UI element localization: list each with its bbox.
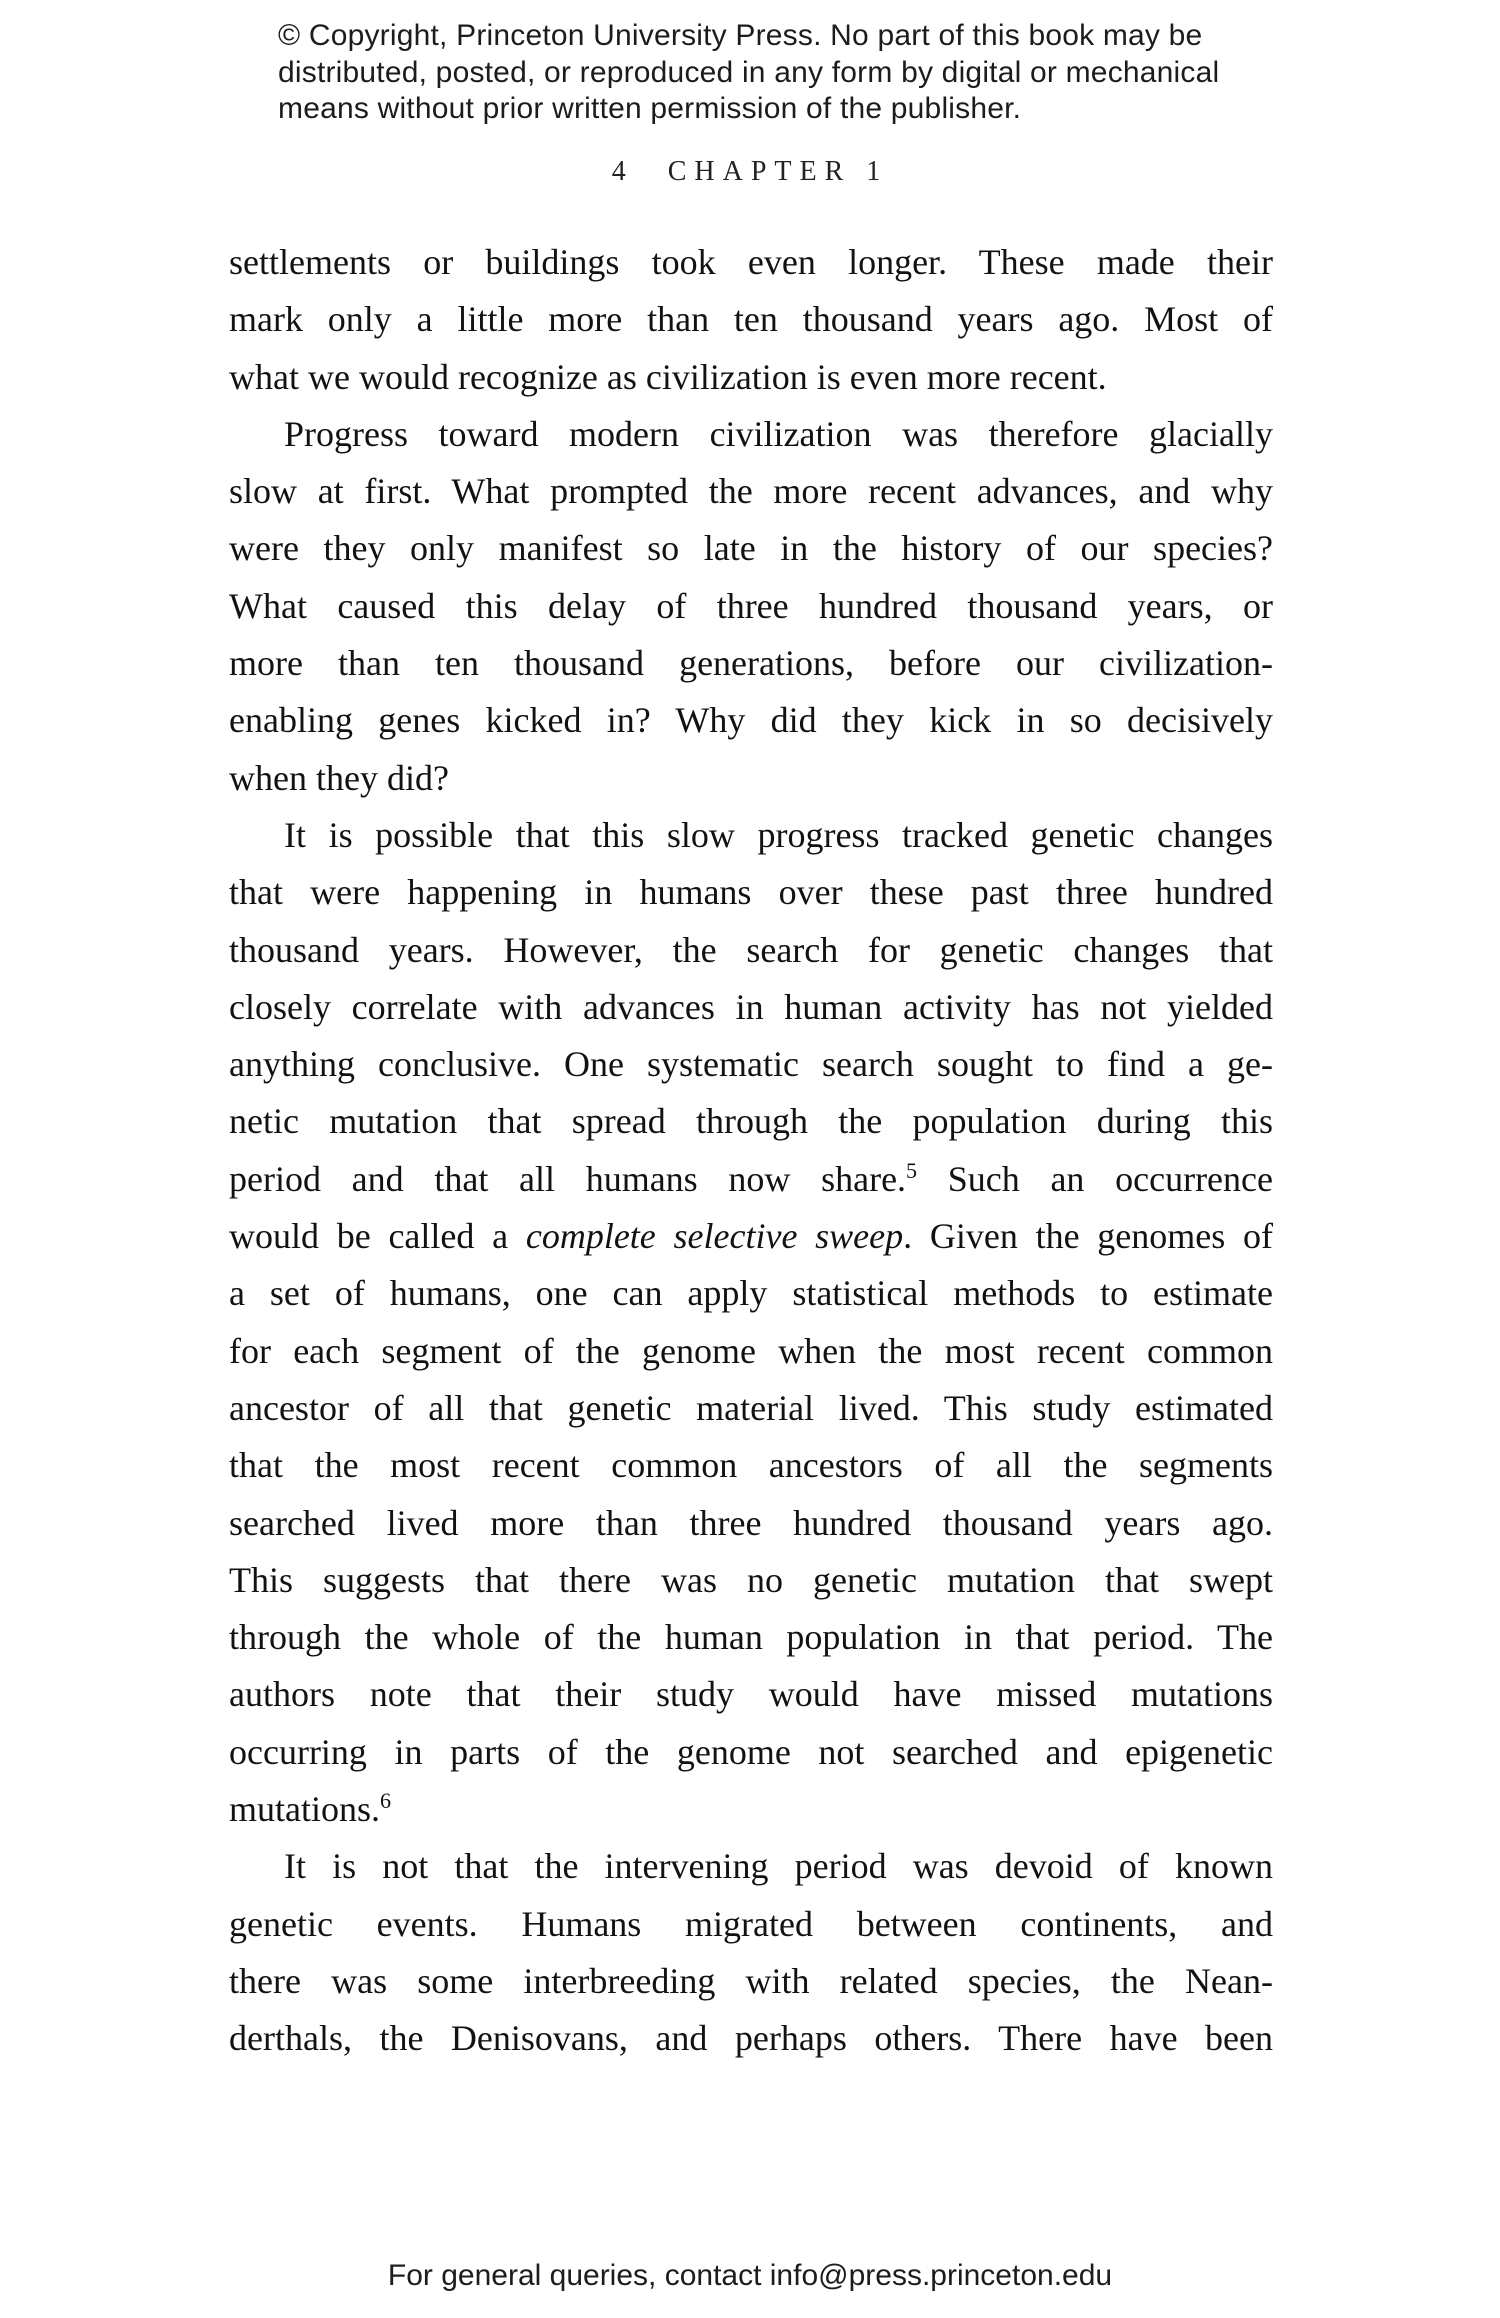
- body-line: [229, 1437, 1273, 1494]
- text-run: authors note that their study would have missed mutations: [229, 1674, 1273, 1715]
- text-run: thousand years. However, the search for genetic changes that: [229, 929, 1273, 970]
- italic-phrase: complete selective sweep: [525, 1216, 904, 1257]
- text-run: It is possible that this slow progress tracked genetic changes: [284, 814, 1273, 855]
- text-run: there was some interbreeding with related species, the Nean-: [229, 1960, 1273, 2001]
- footnote-marker: 5: [906, 1157, 918, 1183]
- body-line: [229, 1781, 1273, 1838]
- text-run: What caused this delay of three hundred thousand years, or: [229, 585, 1273, 626]
- text-run: through the whole of the human population in that period. The: [229, 1617, 1273, 1658]
- body-line: [229, 1552, 1273, 1609]
- body-line: [229, 1953, 1273, 2010]
- body-line: [229, 1609, 1273, 1666]
- body-line: [229, 520, 1273, 577]
- text-run: mark only a little more than ten thousand years ago. Most of: [229, 299, 1273, 340]
- text-run: occurring in parts of the genome not searched and epigenetic: [229, 1731, 1273, 1772]
- text-run: that the most recent common ancestors of all the segments: [229, 1445, 1273, 1486]
- body-line: [229, 1323, 1273, 1380]
- running-head: [0, 156, 1500, 188]
- text-run: a set of humans, one can apply statistical methods to estimate: [229, 1273, 1273, 1314]
- copyright-line: means without prior written permission of the publisher.: [278, 92, 1022, 125]
- body-line: [229, 2010, 1273, 2067]
- copyright-notice: [278, 18, 1219, 128]
- body-line: [229, 463, 1273, 520]
- copyright-line: distributed, posted, or reproduced in any form by digital or mechanical: [278, 55, 1220, 89]
- text-run: were they only manifest so late in the history of our species?: [229, 528, 1273, 569]
- body-line: [229, 234, 1273, 291]
- footnote-marker: 6: [380, 1788, 391, 1814]
- body-line: [229, 807, 1273, 864]
- text-run: settlements or buildings took even longer. These made their: [229, 242, 1273, 282]
- copyright-line: © Copyright, Princeton University Press. No part of this book may be: [278, 19, 1203, 52]
- body-line: [229, 1666, 1273, 1723]
- body-line: [229, 1724, 1273, 1781]
- body-line: [229, 1208, 1273, 1265]
- body-text: [229, 234, 1273, 2068]
- body-line: [229, 922, 1273, 979]
- text-run: would be called a: [229, 1216, 526, 1257]
- body-line: [229, 1896, 1273, 1953]
- body-line: [229, 1495, 1273, 1552]
- text-run: It is not that the intervening period was devoid of known: [284, 1846, 1273, 1887]
- text-run: . Given the genomes of: [903, 1216, 1273, 1257]
- body-line: [229, 864, 1273, 921]
- body-line: [229, 578, 1273, 635]
- footer-contact: For general queries, contact info@press.princeton.edu: [387, 2259, 1113, 2292]
- text-run: for each segment of the genome when the most recent common: [229, 1330, 1273, 1371]
- body-line: [229, 1838, 1273, 1895]
- text-run: derthals, the Denisovans, and perhaps others. There have been: [229, 2018, 1273, 2059]
- text-run: anything conclusive. One systematic search sought to find a ge-: [229, 1044, 1273, 1085]
- page-number: 4: [611, 156, 628, 187]
- body-line: [229, 1036, 1273, 1093]
- body-line: [229, 635, 1273, 692]
- text-run: This suggests that there was no genetic mutation that swept: [229, 1559, 1273, 1600]
- text-run: that were happening in humans over these past three hundred: [229, 872, 1273, 913]
- text-run: genetic events. Humans migrated between continents, and: [229, 1903, 1273, 1944]
- text-run: slow at first. What prompted the more recent advances, and why: [229, 471, 1273, 512]
- text-run: Such an occurrence: [917, 1158, 1273, 1199]
- text-run: period and that all humans now share.: [229, 1158, 907, 1199]
- text-run: Progress toward modern civilization was therefore glacially: [284, 413, 1273, 454]
- text-run: netic mutation that spread through the population during this: [229, 1101, 1273, 1142]
- text-run: closely correlate with advances in human activity has not yielded: [229, 986, 1273, 1027]
- body-line: [229, 1151, 1273, 1208]
- body-line: [229, 291, 1273, 348]
- body-line: [229, 1093, 1273, 1150]
- text-run: when they did?: [229, 757, 449, 798]
- body-line: [229, 692, 1273, 749]
- text-run: mutations.: [229, 1789, 380, 1830]
- text-run: more than ten thousand generations, before our civilization-: [229, 643, 1273, 684]
- body-line: [229, 1265, 1273, 1322]
- text-run: what we would recognize as civilization is even more recent.: [229, 356, 1107, 397]
- chapter-label: CHAPTER 1: [667, 156, 889, 187]
- text-run: enabling genes kicked in? Why did they kick in so decisively: [229, 700, 1273, 741]
- body-line: [229, 406, 1273, 463]
- body-line: [229, 979, 1273, 1036]
- text-run: ancestor of all that genetic material lived. This study estimated: [229, 1387, 1273, 1428]
- body-line: [229, 349, 1273, 406]
- body-line: [229, 1380, 1273, 1437]
- body-line: [229, 750, 1273, 807]
- text-run: searched lived more than three hundred thousand years ago.: [229, 1502, 1273, 1543]
